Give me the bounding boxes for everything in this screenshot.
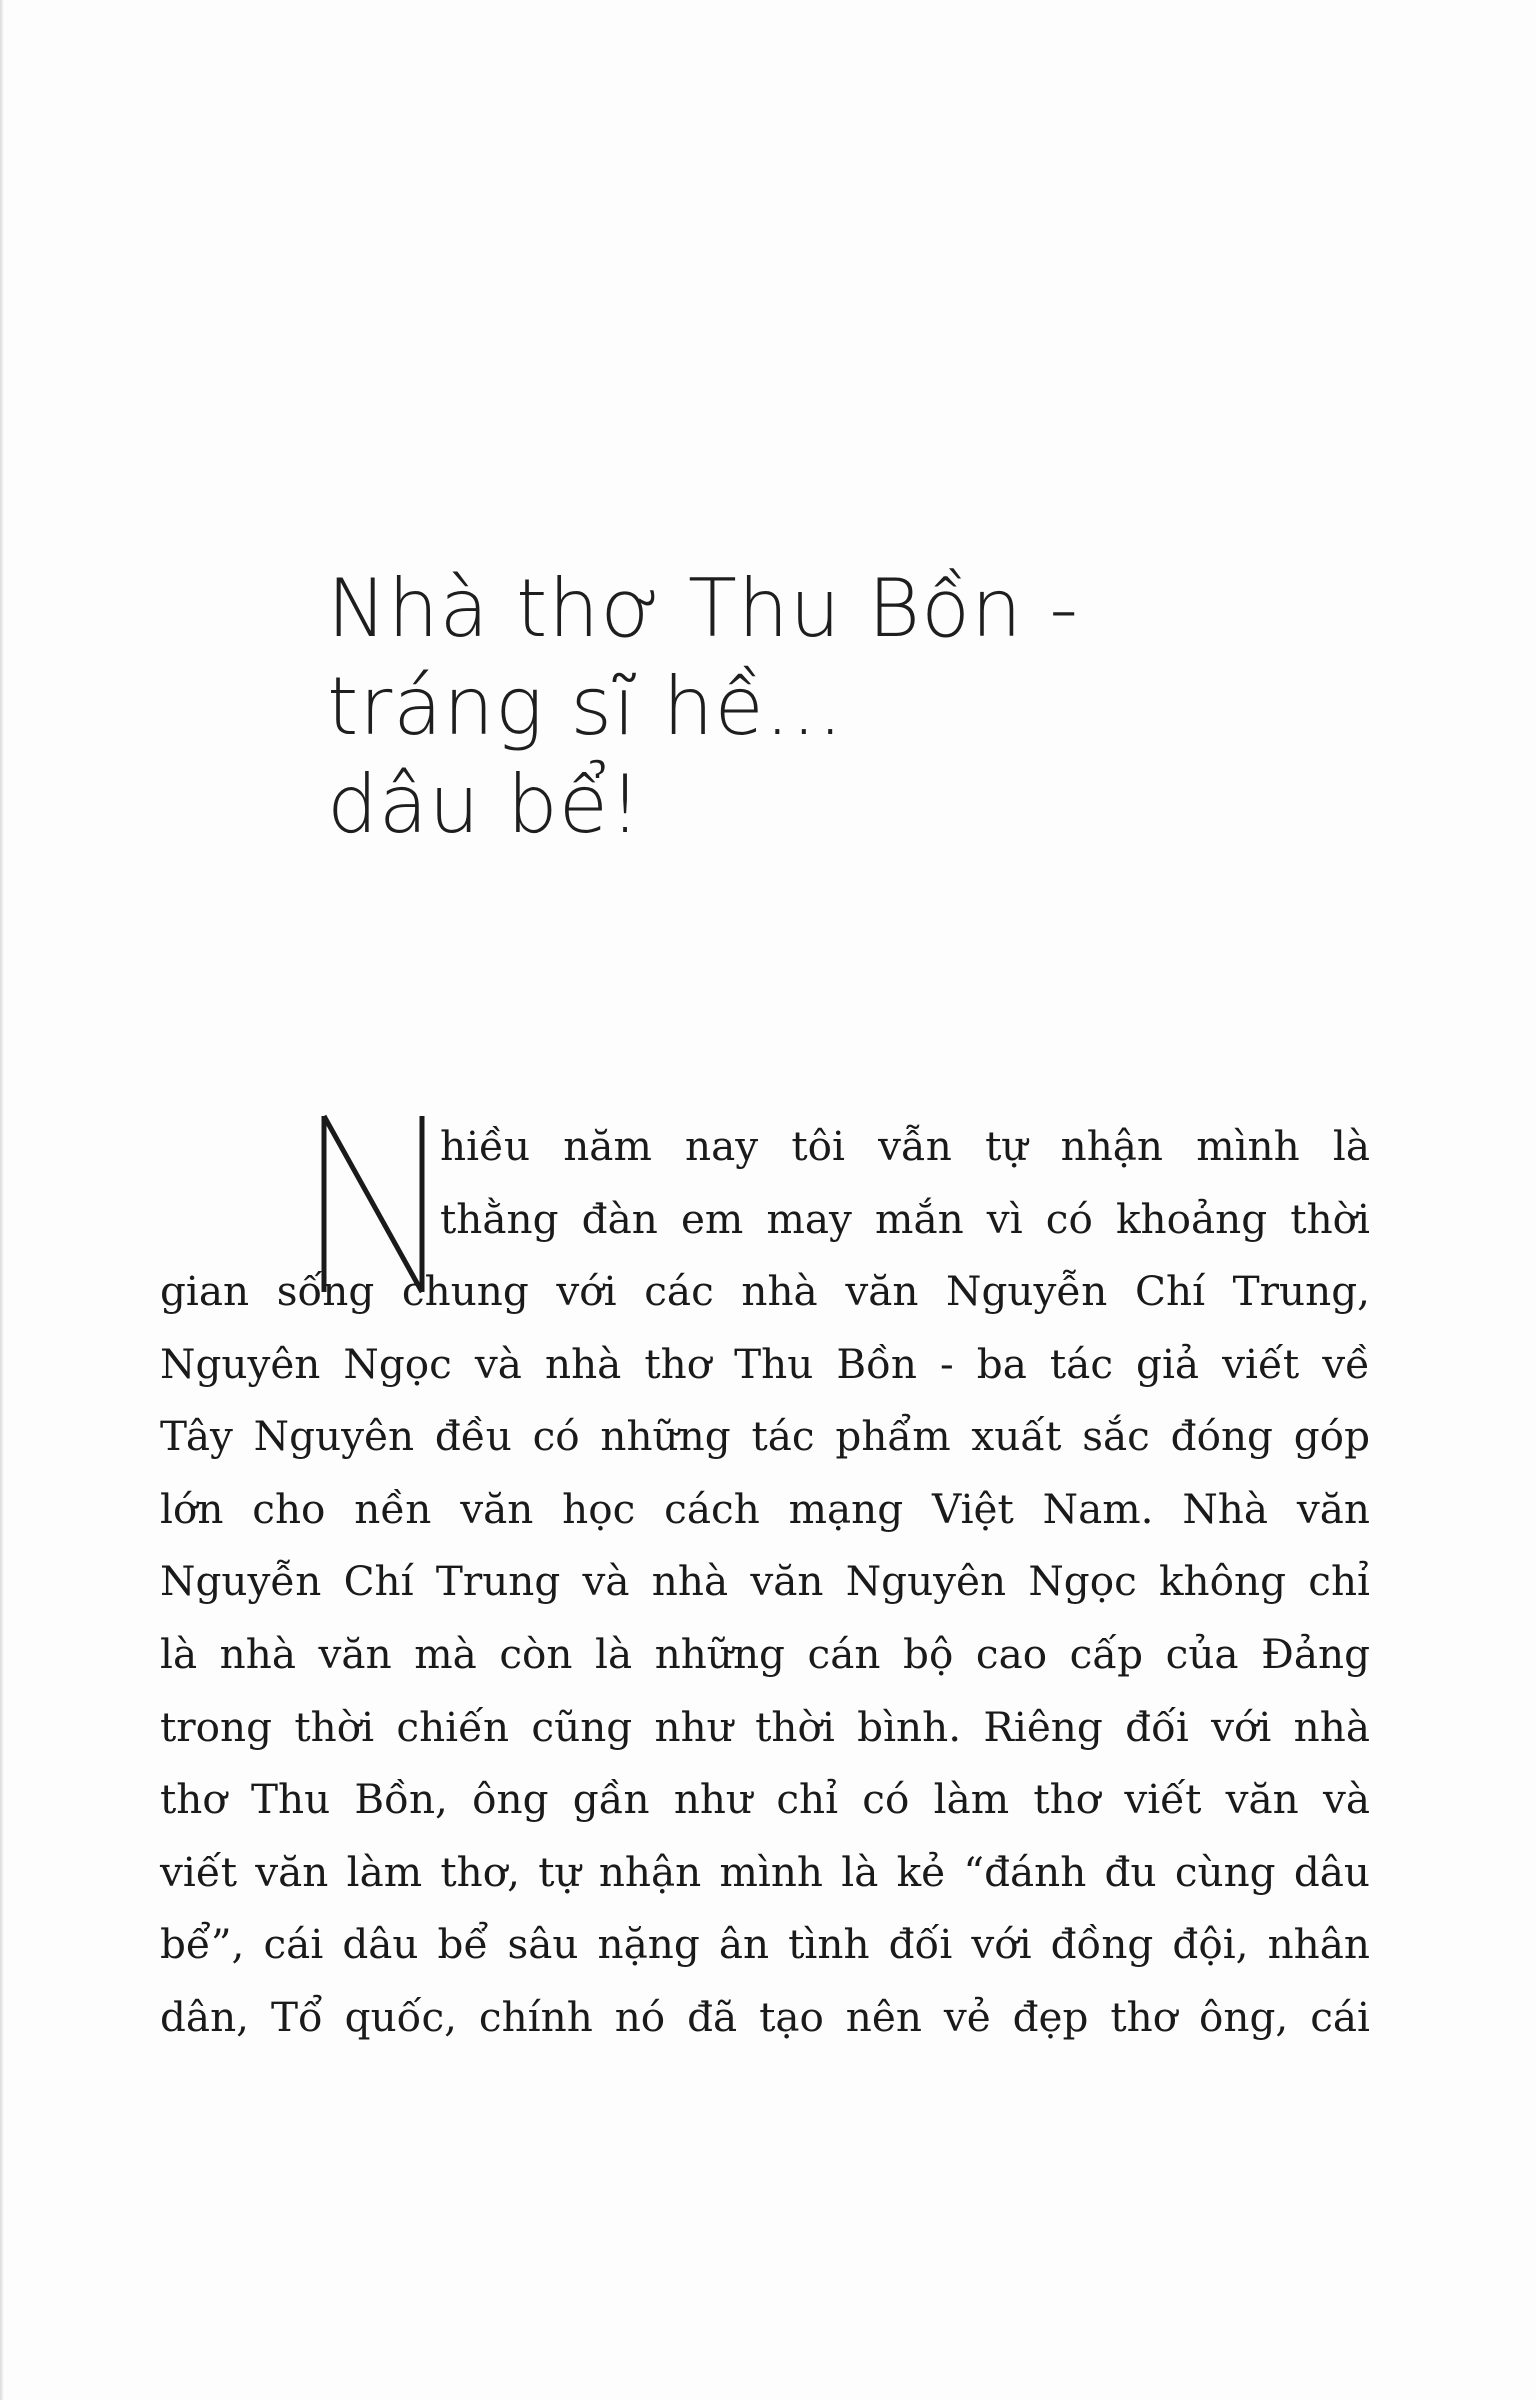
body-line-9: trong thời chiến cũng như thời bình. Riêng đối với nhà (160, 1702, 1370, 1751)
body-line-7: Nguyễn Chí Trung và nhà văn Nguyên Ngọc không chỉ (160, 1557, 1370, 1606)
body-line-3: gian sống chung với các nhà văn Nguyễn Chí Trung, (160, 1267, 1370, 1315)
body-line-1: hiều năm nay tôi vẫn tự nhận mình là (440, 1122, 1370, 1170)
body-line-10: thơ Thu Bồn, ông gần như chỉ có làm thơ viết văn và (160, 1775, 1370, 1824)
chapter-title-line-3: dâu bể! (327, 758, 643, 851)
body-line-2: thằng đàn em may mắn vì có khoảng thời (440, 1194, 1370, 1243)
chapter-title-line-2: tráng sĩ hề... (327, 660, 844, 753)
body-line-11: viết văn làm thơ, tự nhận mình là kẻ “đánh đu cùng dâu (160, 1847, 1370, 1896)
body-line-5: Tây Nguyên đều có những tác phẩm xuất sắc đóng góp (160, 1412, 1370, 1461)
body-line-13: dân, Tổ quốc, chính nó đã tạo nên vẻ đẹp thơ ông, cái (160, 1992, 1370, 2041)
paragraph-opening-lines (440, 1110, 1370, 1255)
paragraph-body (160, 1255, 1370, 2054)
body-line-8: là nhà văn mà còn là những cán bộ cao cấp của Đảng (160, 1629, 1370, 1678)
chapter-title-line-1: Nhà thơ Thu Bồn - (327, 562, 1080, 655)
body-line-12: bể”, cái dâu bể sâu nặng ân tình đối với đồng đội, nhân (160, 1920, 1370, 1969)
chapter-title (327, 560, 1327, 854)
body-line-4: Nguyên Ngọc và nhà thơ Thu Bồn - ba tác giả viết về (160, 1339, 1370, 1388)
body-line-6: lớn cho nền văn học cách mạng Việt Nam. Nhà văn (160, 1484, 1370, 1533)
page-edge-shadow (0, 0, 4, 2400)
